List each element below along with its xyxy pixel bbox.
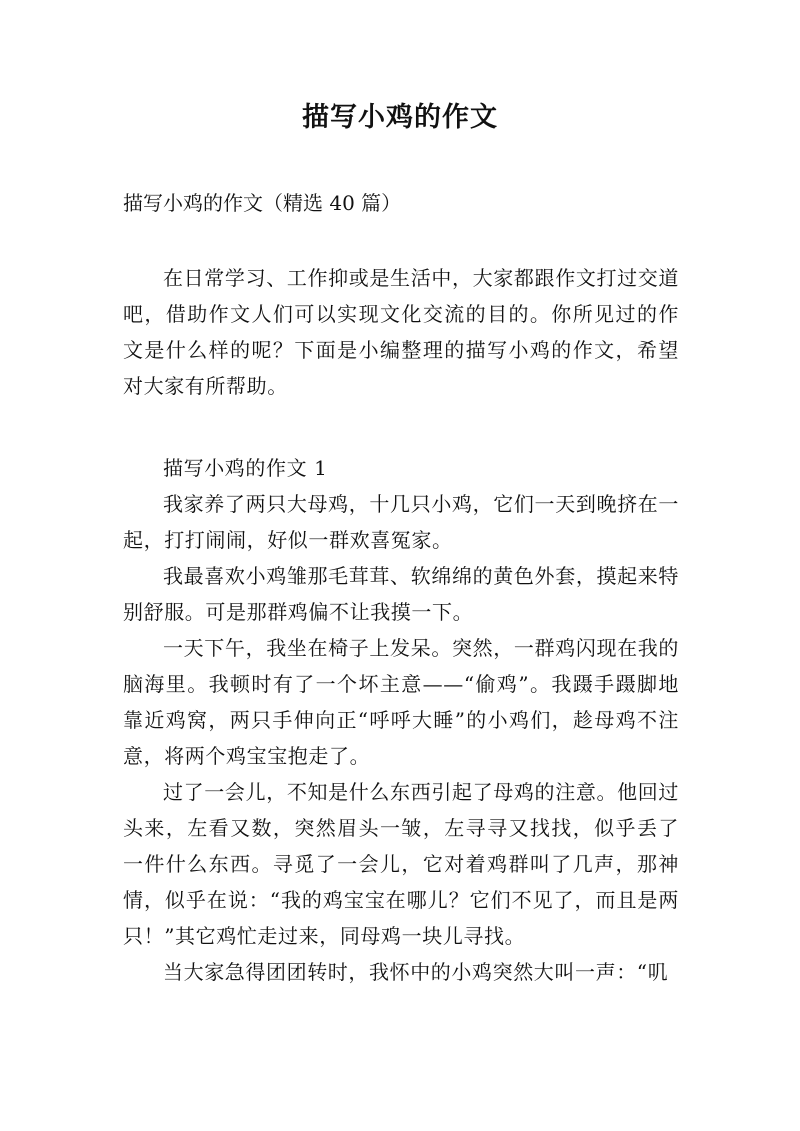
essay-paragraph: 一天下午，我坐在椅子上发呆。突然，一群鸡闪现在我的脑海里。我顿时有了一个坏主意——“偷鸡”。我蹑手蹑脚地靠近鸡窝，两只手伸向正“呼呼大睡”的小鸡们，趁母鸡不注意，将两个鸡宝宝抱走了。 bbox=[123, 636, 679, 768]
document-title: 描写小鸡的作文 bbox=[302, 102, 498, 133]
essay-paragraph: 我最喜欢小鸡雏那毛茸茸、软绵绵的黄色外套，摸起来特别舒服。可是那群鸡偏不让我摸一下。 bbox=[123, 564, 679, 624]
document-subtitle: 描写小鸡的作文（精选 40 篇） bbox=[123, 191, 402, 215]
essay-heading: 描写小鸡的作文 1 bbox=[163, 456, 328, 480]
document-body bbox=[123, 260, 679, 990]
essay-paragraph: 过了一会儿，不知是什么东西引起了母鸡的注意。他回过头来，左看又数，突然眉头一皱，左寻寻又找找，似乎丢了一件什么东西。寻觅了一会儿，它对着鸡群叫了几声，那神情，似乎在说：“我的鸡宝宝在哪儿？它们不见了，而且是两只！”其它鸡忙走过来，同母鸡一块儿寻找。 bbox=[123, 780, 679, 948]
essay-paragraph: 我家养了两只大母鸡，十几只小鸡，它们一天到晚挤在一起，打打闹闹，好似一群欢喜冤家。 bbox=[123, 492, 679, 552]
essay-paragraph: 当大家急得团团转时，我怀中的小鸡突然大叫一声：“叽 bbox=[163, 960, 669, 984]
section-spacer bbox=[123, 404, 679, 450]
intro-paragraph: 在日常学习、工作抑或是生活中，大家都跟作文打过交道吧，借助作文人们可以实现文化交流的目的。你所见过的作文是什么样的呢？下面是小编整理的描写小鸡的作文，希望对大家有所帮助。 bbox=[123, 266, 679, 398]
